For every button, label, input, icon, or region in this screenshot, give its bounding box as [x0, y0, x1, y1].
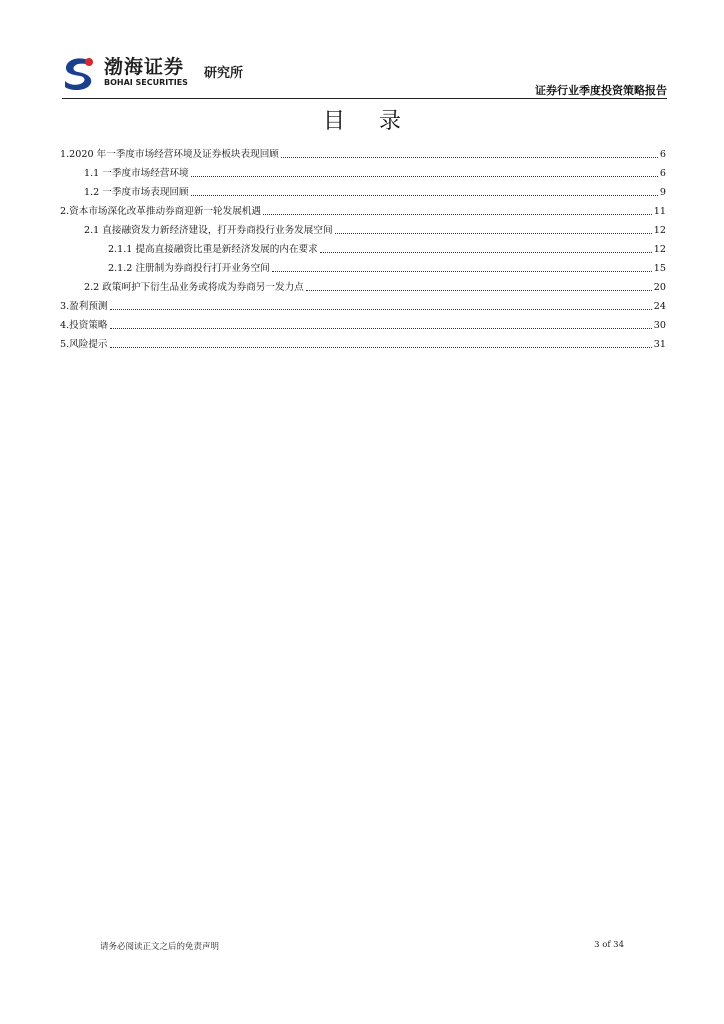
- toc-entry-title: 1.2020 年一季度市场经营环境及证券板块表现回顾: [60, 149, 279, 160]
- toc-entry-page: 12: [653, 244, 666, 255]
- toc-dot-leader: [272, 271, 652, 272]
- toc-entry[interactable]: [60, 313, 666, 332]
- toc-entry-title: 5.风险提示: [60, 339, 108, 350]
- toc-dot-leader: [110, 347, 652, 348]
- toc-entry-title: 2.1.2 注册制为券商投行打开业务空间: [108, 263, 270, 274]
- footer-disclaimer: 请务必阅读正文之后的免责声明: [100, 942, 220, 952]
- toc-entry-title: 2.资本市场深化改革推动券商迎新一轮发展机遇: [60, 206, 262, 217]
- report-type-label: 证券行业季度投资策略报告: [535, 84, 667, 97]
- toc-title: 目录: [322, 109, 435, 134]
- toc-entry[interactable]: [60, 275, 666, 294]
- toc-entry-title: 4.投资策略: [60, 320, 108, 331]
- toc-entry-title: 2.2 政策呵护下衍生品业务或将成为券商另一发力点: [84, 282, 304, 293]
- toc-dot-leader: [281, 157, 658, 158]
- toc-entry-page: 6: [659, 168, 666, 179]
- toc-dot-leader: [110, 309, 652, 310]
- logo-chinese-name: 渤海证券: [104, 56, 185, 78]
- toc-entry-title: 2.1 直接融资发力新经济建设，打开券商投行业务发展空间: [84, 225, 333, 236]
- toc-entry-page: 11: [653, 206, 666, 217]
- toc-entry-page: 9: [659, 187, 666, 198]
- toc-entry[interactable]: [60, 332, 666, 351]
- toc-entry[interactable]: [60, 256, 666, 275]
- toc-entry[interactable]: [60, 180, 666, 199]
- toc-entry-page: 31: [653, 339, 666, 350]
- toc-dot-leader: [263, 214, 652, 215]
- toc-dot-leader: [320, 252, 652, 253]
- bohai-logo-icon: [62, 54, 96, 92]
- toc-entry[interactable]: [60, 237, 666, 256]
- toc-entry-page: 24: [653, 301, 666, 312]
- logo-english-name: BOHAI SECURITIES: [104, 78, 188, 87]
- toc-entry[interactable]: [60, 199, 666, 218]
- toc-entry[interactable]: [60, 161, 666, 180]
- header-divider: [62, 98, 667, 99]
- toc-entry-title: 1.2 一季度市场表现回顾: [84, 187, 189, 198]
- toc-dot-leader: [335, 233, 652, 234]
- toc-entry-title: 1.1 一季度市场经营环境: [84, 168, 189, 179]
- toc-entry-page: 30: [653, 320, 666, 331]
- toc-dot-leader: [306, 290, 652, 291]
- toc-entry-title: 2.1.1 提高直接融资比重是新经济发展的内在要求: [108, 244, 318, 255]
- toc-entry-title: 3.盈利预测: [60, 301, 108, 312]
- toc-entry[interactable]: [60, 294, 666, 313]
- toc-entry-page: 6: [659, 149, 666, 160]
- toc-entry-page: 12: [653, 225, 666, 236]
- toc-entry[interactable]: [60, 218, 666, 237]
- table-of-contents: [60, 142, 666, 351]
- toc-entry-page: 15: [653, 263, 666, 274]
- page-header: [62, 50, 667, 100]
- toc-dot-leader: [191, 195, 658, 196]
- toc-dot-leader: [110, 328, 652, 329]
- institute-label: 研究所: [204, 66, 244, 81]
- toc-entry-page: 20: [653, 282, 666, 293]
- toc-dot-leader: [191, 176, 658, 177]
- toc-entry[interactable]: [60, 142, 666, 161]
- footer-page-number: 3 of 34: [594, 940, 624, 950]
